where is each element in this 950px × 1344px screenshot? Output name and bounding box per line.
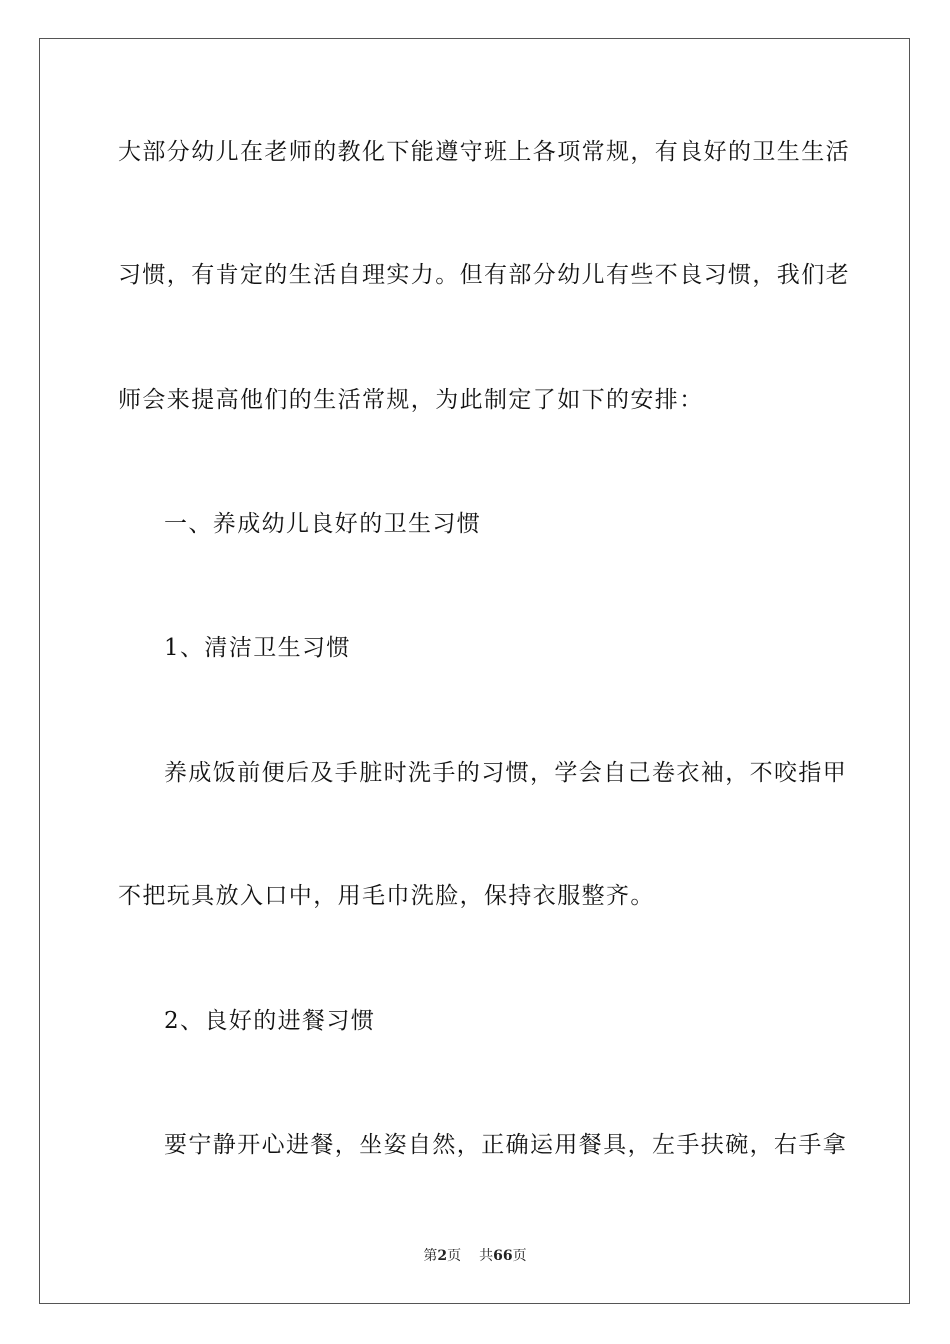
paragraph-line-1: 大部分幼儿在老师的教化下能遵守班上各项常规，有良好的卫生生活 (118, 139, 850, 165)
paragraph-line-3: 师会来提高他们的生活常规，为此制定了如下的安排： (118, 387, 704, 413)
section-heading-1: 一、养成幼儿良好的卫生习惯 (164, 511, 482, 537)
paragraph-line-5: 不把玩具放入口中，用毛巾洗脸，保持衣服整齐。 (118, 883, 655, 909)
page-footer (0, 1247, 950, 1265)
page-frame (39, 38, 910, 1304)
subsection-heading-2: 2、良好的进餐习惯 (164, 1008, 376, 1034)
page-suffix: 页 (447, 1248, 462, 1264)
subsection-heading-1: 1、清洁卫生习惯 (164, 635, 351, 661)
total-pages: 66 (493, 1248, 513, 1264)
total-suffix: 页 (512, 1248, 527, 1264)
page-number: 2 (437, 1248, 448, 1264)
paragraph-line-6: 要宁静开心进餐，坐姿自然，正确运用餐具，左手扶碗，右手拿 (164, 1132, 848, 1158)
page-prefix: 第 (423, 1248, 438, 1264)
total-prefix: 共 (479, 1248, 494, 1264)
paragraph-line-2: 习惯，有肯定的生活自理实力。但有部分幼儿有些不良习惯，我们老 (118, 262, 850, 288)
paragraph-line-4: 养成饭前便后及手脏时洗手的习惯，学会自己卷衣袖，不咬指甲 (164, 760, 848, 786)
